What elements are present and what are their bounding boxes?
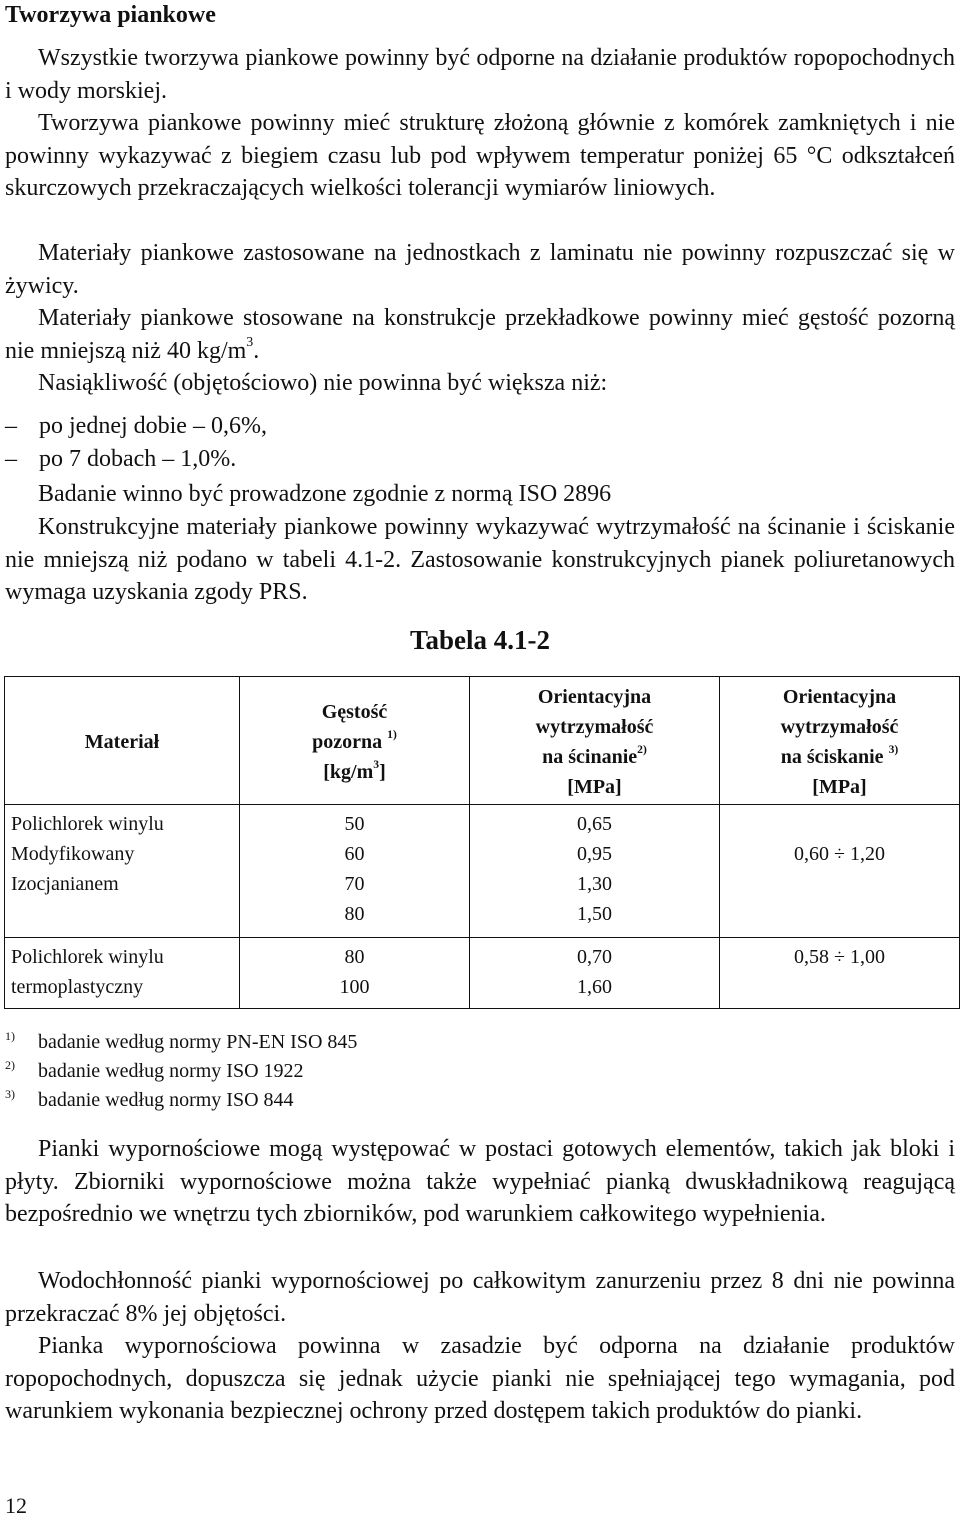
header-shear: Orientacyjna wytrzymałość na ścinanie$^{2)}$ [MPa]	[470, 677, 720, 805]
dash-bullet: –	[5, 446, 17, 472]
paragraph-construction: Konstrukcyjne materiały piankowe powinny wykazywać wytrzymałość na ścinanie i ściskanie nie mniejszą niż podano w tabeli 4.1-2. Zastosowanie konstrukcyjnych pianek poliuretanowych wymaga uzyskania zgody PRS.	[5, 514, 955, 605]
paragraph-laminate: Materiały piankowe zastosowane na jednostkach z laminatu nie powinny rozpuszczać się w żywicy.	[5, 240, 955, 299]
header-density: Gęstość pozorna $^{1)}$ $[kg/m^3]$	[240, 677, 470, 805]
paragraph-water-absorption: Wodochłonność pianki wypornościowej po całkowitym zanurzeniu przez 8 dni nie powinna przekraczać 8% jej objętości.	[5, 1268, 955, 1327]
paragraph-standard: Badanie winno być prowadzone zgodnie z normą ISO 2896	[38, 481, 612, 507]
dash-bullet: –	[5, 413, 17, 439]
table-header-row	[5, 677, 960, 805]
cell-compression: 0,58 ÷ 1,00	[720, 938, 960, 1009]
cell-material: Polichlorek winylu termoplastyczny	[5, 938, 240, 1009]
section-heading: Tworzywa piankowe	[5, 2, 216, 28]
paragraph-resistance: Wszystkie tworzywa piankowe powinny być odporne na działanie produktów ropopochodnych i wody morskiej.	[5, 45, 955, 104]
materials-table	[4, 676, 960, 1009]
paragraph-structure: Tworzywa piankowe powinny mieć strukturę złożoną głównie z komórek zamkniętych i nie powinny wykazywać z biegiem czasu lub pod wpływem temperatur poniżej 65 °C odkształceń skurczowych przekraczających wielkości tolerancji wymiarów liniowych.	[5, 110, 955, 201]
paragraph-density: Materiały piankowe stosowane na konstrukcje przekładkowe powinny mieć gęstość pozorną nie mniejszą niż 40 $kg/m^3$.	[5, 305, 955, 364]
list-item: – po 7 dobach – 1,0%.	[5, 443, 905, 475]
cell-shear: 0,70 1,60	[470, 938, 720, 1009]
paragraph-buoyancy: Pianki wypornościowe mogą występować w postaci gotowych elementów, takich jak bloki i płyty. Zbiorniki wypornościowe można także wypełniać pianką dwuskładnikową reagującą bezpośrednio we wnętrzu tych zbiorników, pod warunkiem całkowitego wypełnienia.	[5, 1136, 955, 1227]
cell-density: 80 100	[240, 938, 470, 1009]
list-item: – po jednej dobie – 0,6%,	[5, 410, 905, 442]
cell-density: 50 60 70 80	[240, 805, 470, 938]
paragraph-petroleum: Pianka wypornościowa powinna w zasadzie być odporna na działanie produktów ropopochodnych, dopuszcza się jednak użycie pianki nie spełniającej tego wymagania, pod warunkiem wykonania bezpiecznej ochrony przed dostępem takich produktów do pianki.	[5, 1333, 955, 1424]
header-compression: Orientacyjna wytrzymałość na ściskanie $^{3)}$ [MPa]	[720, 677, 960, 805]
cell-material: Polichlorek winylu Modyfikowany Izocjanianem	[5, 805, 240, 938]
cell-compression: 0,60 ÷ 1,20	[720, 805, 960, 938]
table-row	[5, 805, 960, 938]
table-row	[5, 938, 960, 1009]
paragraph-absorption: Nasiąkliwość (objętościowo) nie powinna być większa niż:	[38, 370, 608, 396]
header-material: Materiał	[5, 677, 240, 805]
cell-shear: 0,65 0,95 1,30 1,50	[470, 805, 720, 938]
page-number: 12	[5, 1493, 27, 1518]
document-page: Tworzywa piankowe Wszystkie tworzywa piankowe powinny być odporne na działanie produktów ropopochodnych i wody morskiej. Tworzywa piankowe powinny mieć strukturę złożoną głównie z komórek zamkniętych i nie powinny wykazywać z biegiem czasu lub pod wpływem temperatur poniżej 65 °C odkształceń skurczowych przekraczających wielkości tolerancji wymiarów liniowych. Materiały piankowe zastosowane na jednostkach z laminatu nie powinny rozpuszczać się w żywicy. Materiały piankowe stosowane na konstrukcje przekładkowe powinny mieć gęstość pozorną nie mniejszą niż 40 $kg/m^3$. Nasiąkliwość (objętościowo) nie powinna być większa niż: – po jednej dobie – 0,6%, – po 7 dobach – 1,0%. Badanie winno być prowadzone zgodnie z normą ISO 2896 Konstrukcyjne materiały piankowe powinny wykazywać wytrzymałość na ścinanie i ściskanie nie mniejszą niż podano w tabeli 4.1-2. Zastosowanie konstrukcyjnych pianek poliuretanowych wymaga uzyskania zgody PRS. Tabela 4.1-2 Materiał Gęstość pozorna $^{1)}$ $[kg/m^3]$ Orientacyjna wytrzymałość na ścinanie$^{2)}$ [MPa] Orientacyjna wytrzymałość na ściskanie $^{3)}$ [MPa] Polichlorek winylu Modyfikowany Izocjanianem 50 60 70 80 0,65 0,95 1,30 1,50 0,60 ÷ 1,20 Polichlorek winylu termoplastyczny 80 100 0,70 1,60 0,58 ÷ 1,00 1) badanie według normy PN-EN ISO 845 2) badanie według normy ISO 1922 3) badanie według normy ISO 844 Pianki wypornościowe mogą występować w postaci gotowych elementów, takich jak bloki i płyty. Zbiorniki wypornościowe można także wypełniać pianką dwuskładnikową reagującą bezpośrednio we wnętrzu tych zbiorników, pod warunkiem całkowitego wypełnienia. Wodochłonność pianki wypornościowej po całkowitym zanurzeniu przez 8 dni nie powinna przekraczać 8% jej objętości. Pianka wypornościowa powinna w zasadzie być odporna na działanie produktów ropopochodnych, dopuszcza się jednak użycie pianki nie spełniającej tego wymagania, pod warunkiem wykonania bezpiecznej ochrony przed dostępem takich produktów do pianki. 12	[0, 0, 960, 1522]
table-title: Tabela 4.1-2	[409, 625, 551, 655]
